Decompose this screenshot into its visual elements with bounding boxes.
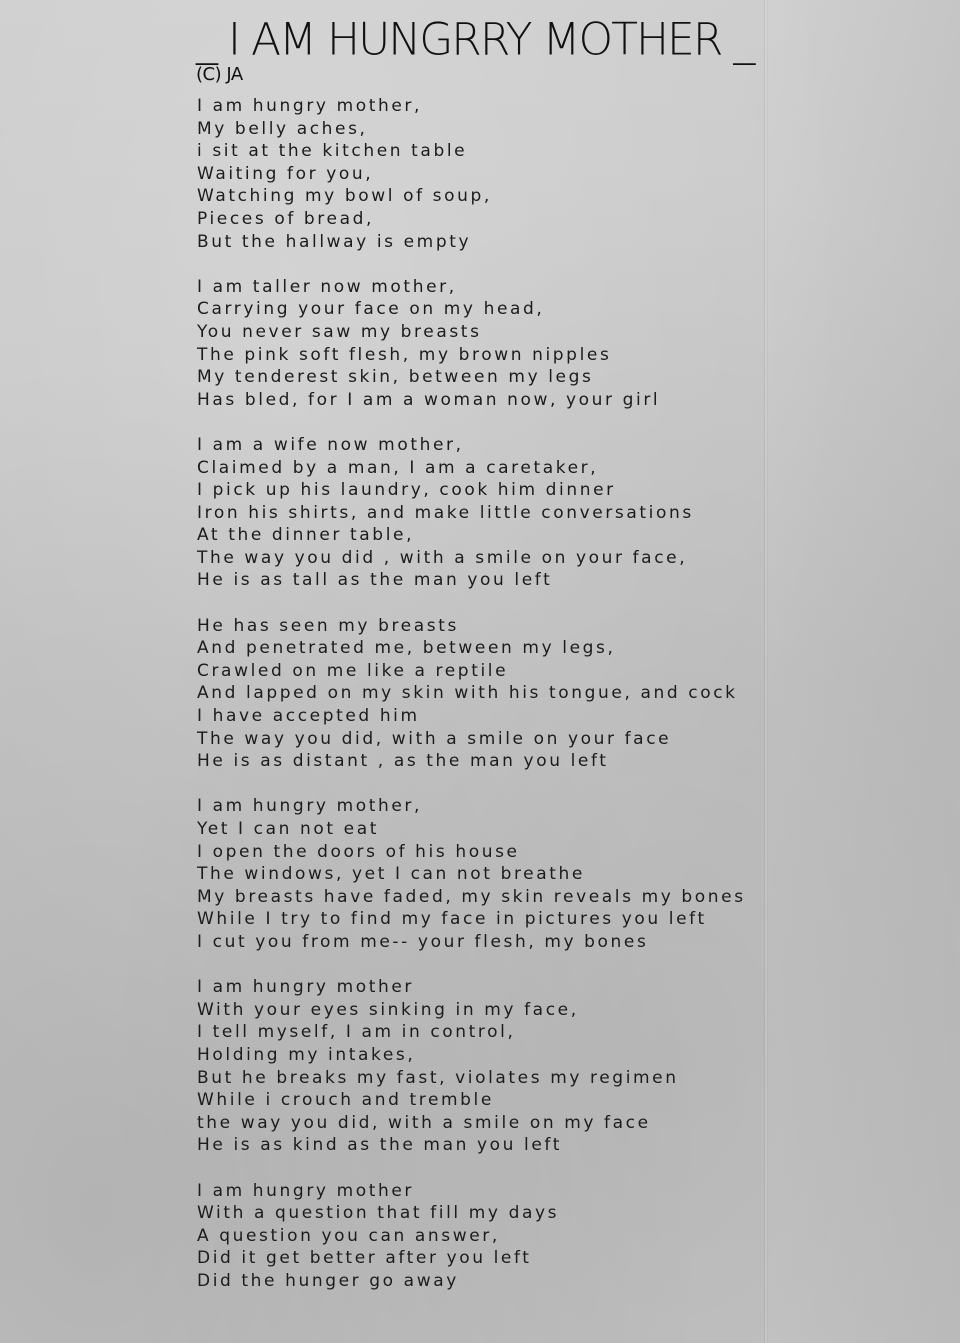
- poem-line: Did the hunger go away: [197, 1270, 459, 1291]
- poem-line: While i crouch and tremble: [197, 1090, 494, 1111]
- poem-line: Yet I can not eat: [197, 819, 380, 839]
- poem-line: I am hungry mother,: [197, 796, 423, 817]
- poem-line: The windows, yet I can not breathe: [197, 864, 585, 885]
- poem-line: Waiting for you,: [197, 163, 374, 184]
- poem-line: I pick up his laundry, cook him dinner: [197, 480, 616, 501]
- stanza-1: [197, 95, 757, 253]
- poem-line: A question you can answer,: [197, 1225, 500, 1246]
- poem-line: Crawled on me like a reptile: [197, 660, 509, 681]
- paper-right-panel: [768, 0, 960, 1343]
- poem-line: My belly aches,: [197, 118, 368, 139]
- poem-line: And penetrated me, between my legs,: [197, 638, 616, 659]
- poem-line: I tell myself, I am in control,: [197, 1022, 516, 1043]
- poem-line: Did it get better after you left: [197, 1248, 532, 1269]
- poem-line: He is as distant , as the man you left: [197, 751, 609, 772]
- poem-line: You never saw my breasts: [197, 321, 482, 342]
- poem-line: I have accepted him: [197, 706, 420, 727]
- poem-line: Watching my bowl of soup,: [197, 186, 492, 207]
- poem-line: The way you did , with a smile on your face,: [197, 547, 688, 568]
- poem-line: I cut you from me-- your flesh, my bones: [197, 931, 649, 952]
- poem-line: Holding my intakes,: [197, 1044, 416, 1065]
- poem-line: Pieces of bread,: [197, 208, 374, 229]
- poem-line: He is as kind as the man you left: [197, 1135, 562, 1156]
- stanza-4: [197, 615, 757, 773]
- poem-line: i sit at the kitchen table: [197, 141, 468, 162]
- poem-line: the way you did, with a smile on my face: [197, 1112, 651, 1133]
- poem-body: [197, 95, 757, 1315]
- poem-title: _ I AM HUNGRRY MOTHER _: [196, 13, 754, 66]
- poem-line: The pink soft flesh, my brown nipples: [197, 344, 612, 365]
- poem-line: He is as tall as the man you left: [197, 570, 553, 591]
- stanza-7: [197, 1180, 757, 1293]
- poem-line: With a question that fill my days: [197, 1203, 560, 1224]
- poem-line: But the hallway is empty: [197, 231, 472, 252]
- poem-line: Carrying your face on my head,: [197, 299, 545, 320]
- poem-line: He has seen my breasts: [197, 615, 459, 636]
- poem-line: But he breaks my fast, violates my regimen: [197, 1067, 679, 1088]
- stanza-2: [197, 276, 757, 412]
- poem-line: With your eyes sinking in my face,: [197, 999, 579, 1020]
- poem-line: Iron his shirts, and make little conversations: [197, 502, 694, 523]
- poem-line: I am a wife now mother,: [197, 434, 464, 455]
- poem-line: At the dinner table,: [197, 525, 415, 546]
- stanza-6: [197, 976, 757, 1157]
- poem-line: And lapped on my skin with his tongue, and cock: [197, 683, 738, 704]
- poem-line: My tenderest skin, between my legs: [197, 367, 594, 388]
- poem-line: While I try to find my face in pictures you left: [197, 909, 707, 930]
- poem-line: Has bled, for I am a woman now, your girl: [197, 389, 661, 410]
- poem-line: The way you did, with a smile on your face: [197, 728, 672, 749]
- poem-line: I am taller now mother,: [197, 276, 457, 297]
- poem-credit: (C) JA: [196, 64, 243, 85]
- poem-line: I am hungry mother: [197, 977, 415, 998]
- stanza-3: [197, 434, 757, 592]
- paper-fold-crease: [764, 0, 768, 1343]
- poem-line: I am hungry mother: [197, 1180, 415, 1201]
- poem-line: I am hungry mother,: [197, 96, 423, 116]
- stanza-5: [197, 795, 757, 953]
- poem-line: My breasts have faded, my skin reveals my bones: [197, 886, 746, 907]
- poem-line: I open the doors of his house: [197, 841, 520, 862]
- poem-line: Claimed by a man, I am a caretaker,: [197, 457, 599, 478]
